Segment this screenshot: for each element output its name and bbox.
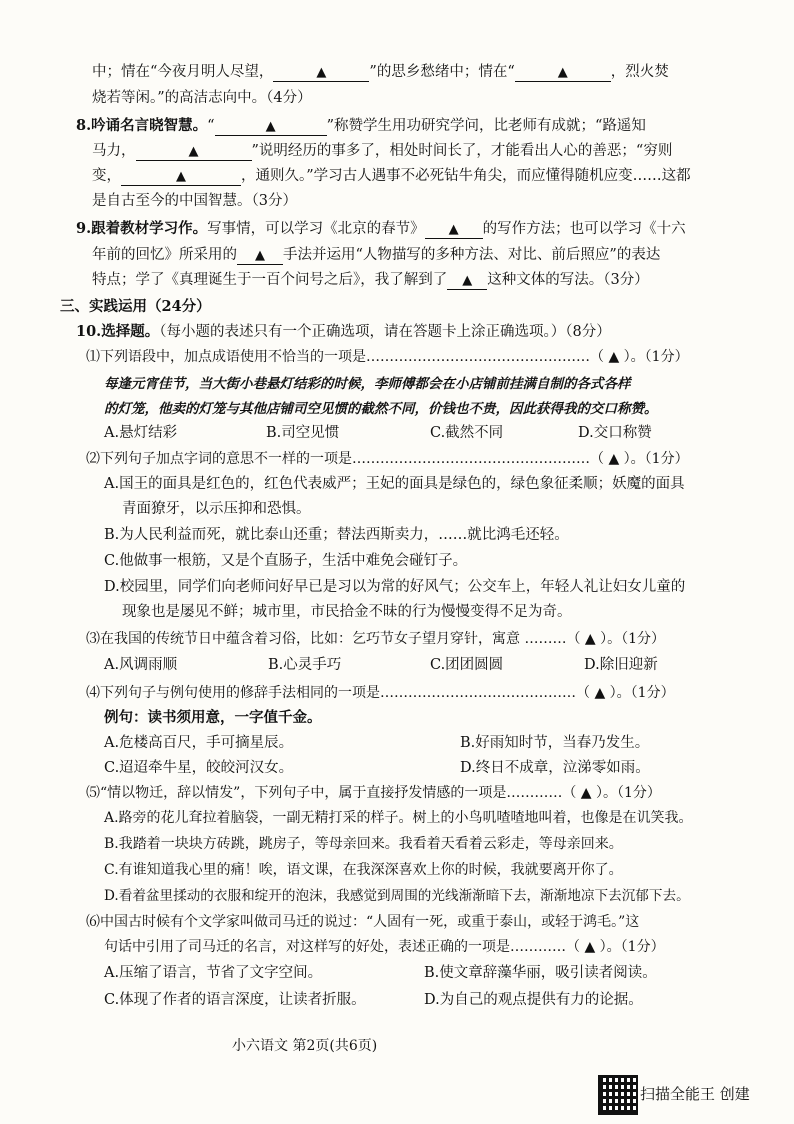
q10-1-stem: ⑴下列语段中，加点成语使用不恰当的一项是…………………………………………（ ▲ ）。（1分） (86, 349, 689, 365)
q7-line-1 (92, 62, 669, 82)
q9-line-2: 年前的回忆》所采用的 ▲ 手法并运用“人物描写的多种方法、对比、前后照应”的表达 (92, 247, 661, 263)
q9-blank-1: ▲ (425, 222, 483, 239)
q10-1-passage-1: 每逢元宵佳节，当大街小巷悬灯结彩的时候，李师傅都会在小店铺前挂满自制的各式各样 (104, 376, 631, 392)
q10-2-option-b[interactable]: B.为人民利益而死，就比泰山还重；替法西斯卖力，……就比鸿毛还轻。 (104, 527, 569, 543)
q10-2-option-a-line-1[interactable]: A.国王的面具是红色的，红色代表威严；王妃的面具是绿色的，绿色象征柔顺；妖魔的面具 (104, 476, 685, 492)
q10-1-option-c[interactable]: C.截然不同 (430, 425, 504, 441)
q7-text-a: 中；情在“今夜月明人尽望， (92, 64, 274, 80)
q9-blank-2: ▲ (237, 248, 283, 265)
q10-4-option-c[interactable]: C.迢迢牵牛星，皎皎河汉女。 (104, 760, 294, 776)
q10-1-option-b[interactable]: B.司空见惯 (266, 425, 340, 441)
q7-blank-2: ▲ (515, 65, 611, 82)
q10-3-option-c[interactable]: C.团团圆圆 (430, 657, 504, 673)
q9-heading: 9.跟着教材学习作。 (76, 220, 208, 237)
page-footer: 小六语文 第2页(共6页) (232, 1038, 378, 1054)
q10-1-option-d[interactable]: D.交口称赞 (578, 425, 652, 441)
q10-2-option-a-line-2: 青面獠牙，以示压抑和恐惧。 (122, 501, 311, 517)
q10-3-stem: ⑶在我国的传统节日中蕴含着习俗，比如：乞巧节女子望月穿针，寓意 ………（ ▲ ）。（1分） (86, 631, 666, 647)
q10-6-stem-line-2: 句话中引用了司马迁的名言，对这样写的好处，表述正确的一项是…………（ ▲ ）。（1分） (104, 939, 665, 955)
q8-line-4: 是自古至今的中国智慧。（3分） (92, 193, 297, 209)
q10-6-option-d[interactable]: D.为自己的观点提供有力的论据。 (424, 992, 643, 1008)
q10-4-stem: ⑷下列句子与例句使用的修辞手法相同的一项是……………………………………（ ▲ ）。（1分） (86, 685, 675, 701)
q10-3-option-d[interactable]: D.除旧迎新 (584, 657, 658, 673)
q8-blank-1: ▲ (215, 119, 327, 136)
q10-2-option-c[interactable]: C.他做事一根筋，又是个直肠子，生活中难免会碰钉子。 (104, 553, 468, 569)
q10-5-option-d[interactable]: D.看着盆里揉动的衣服和绽开的泡沫，我感觉到周围的光线渐渐暗下去，渐渐地凉下去沉郁下去。 (104, 888, 690, 904)
q10-1-passage-2: 的灯笼，他卖的灯笼与其他店铺司空见惯的截然不同，价钱也不贵，因此获得我的交口称赞。 (104, 401, 658, 417)
q7-blank-1: ▲ (273, 65, 369, 82)
q7-line-2: 烧若等闲。”的高洁志向中。（4分） (92, 90, 312, 106)
qr-code-icon (598, 1075, 638, 1115)
q10-4-example: 例句：读书须用意，一字值千金。 (104, 709, 322, 726)
q9-blank-3: ▲ (447, 273, 487, 290)
q10-6-option-a[interactable]: A.压缩了语言，节省了文字空间。 (104, 965, 323, 981)
q10-4-option-b[interactable]: B.好雨知时节，当春乃发生。 (460, 735, 650, 751)
q7-text-b: ”的思乡愁绪中；情在“ (369, 64, 515, 80)
q9-line-1: 9.跟着教材学习作。写事情，可以学习《北京的春节》 ▲ 的写作方法；也可以学习《十六 (76, 220, 686, 237)
section-3-heading: 三、实践运用（24分） (60, 298, 211, 315)
q8-line-2: 马力， ▲ ”说明经历的事多了，相处时间长了，才能看出人心的善恶；“穷则 (92, 143, 673, 159)
q10-2-option-d-line-2: 现象也是屡见不鲜；城市里，市民拾金不昧的行为慢慢变得不足为奇。 (122, 604, 572, 620)
q10-4-option-d[interactable]: D.终日不成章，泣涕零如雨。 (460, 760, 650, 776)
q10-5-stem: ⑸“情以物迁，辞以情发”，下列句子中，属于直接抒发情感的一项是…………（ ▲ ）。（1分） (86, 785, 661, 801)
q8-blank-3: ▲ (121, 169, 241, 186)
q10-6-option-c[interactable]: C.体现了作者的语言深度，让读者折服。 (104, 992, 366, 1008)
q10-heading: 10.选择题。（每小题的表述只有一个正确选项，请在答题卡上涂正确选项。）（8分） (76, 323, 611, 340)
q10-6-stem-line-1: ⑹中国古时候有个文学家叫做司马迁的说过：“人固有一死，或重于泰山，或轻于鸿毛。”这 (86, 914, 640, 930)
q10-2-stem: ⑵下列句子加点字词的意思不一样的一项是……………………………………………（ ▲ ）。（1分） (86, 451, 689, 467)
q8-line-1: 8.吟诵名言晓智慧。“ ▲ ”称赞学生用功研究学问，比老师有成就；“路遥知 (76, 117, 646, 134)
q10-4-option-a[interactable]: A.危楼高百尺，手可摘星辰。 (104, 735, 294, 751)
q10-6-option-b[interactable]: B.使文章辞藻华丽，吸引读者阅读。 (424, 965, 657, 981)
q9-line-3: 特点；学了《真理诞生于一百个问号之后》，我了解到了 ▲ 这种文体的写法。（3分） (92, 272, 649, 288)
q7-text-c: ，烈火焚 (610, 64, 669, 80)
q10-3-option-a[interactable]: A.风调雨顺 (104, 657, 178, 673)
q10-5-option-a[interactable]: A.路旁的花儿耷拉着脑袋，一副无精打采的样子。树上的小鸟叽喳喳地叫着，也像是在讥笑我。 (104, 810, 693, 826)
q10-5-option-c[interactable]: C.有谁知道我心里的痛！唉，语文课，在我深深喜欢上你的时候，我就要离开你了。 (104, 862, 623, 878)
q8-blank-2: ▲ (136, 144, 252, 161)
q10-5-option-b[interactable]: B.我踏着一块块方砖跳，跳房子，等母亲回来。我看着天看着云彩走，等母亲回来。 (104, 836, 623, 852)
q10-1-option-a[interactable]: A.悬灯结彩 (104, 425, 178, 441)
q10-2-option-d-line-1[interactable]: D.校园里，同学们向老师问好早已是习以为常的好风气；公交车上，年轻人礼让妇女儿童的 (104, 579, 686, 595)
q10-3-option-b[interactable]: B.心灵手巧 (268, 657, 342, 673)
q8-line-3: 变， ▲ ，通则久。”学习古人遇事不必死钻牛角尖，而应懂得随机应变……这都 (92, 168, 691, 184)
q8-heading: 8.吟诵名言晓智慧。 (76, 117, 208, 134)
scanner-watermark: 扫描全能王 创建 (640, 1085, 750, 1103)
